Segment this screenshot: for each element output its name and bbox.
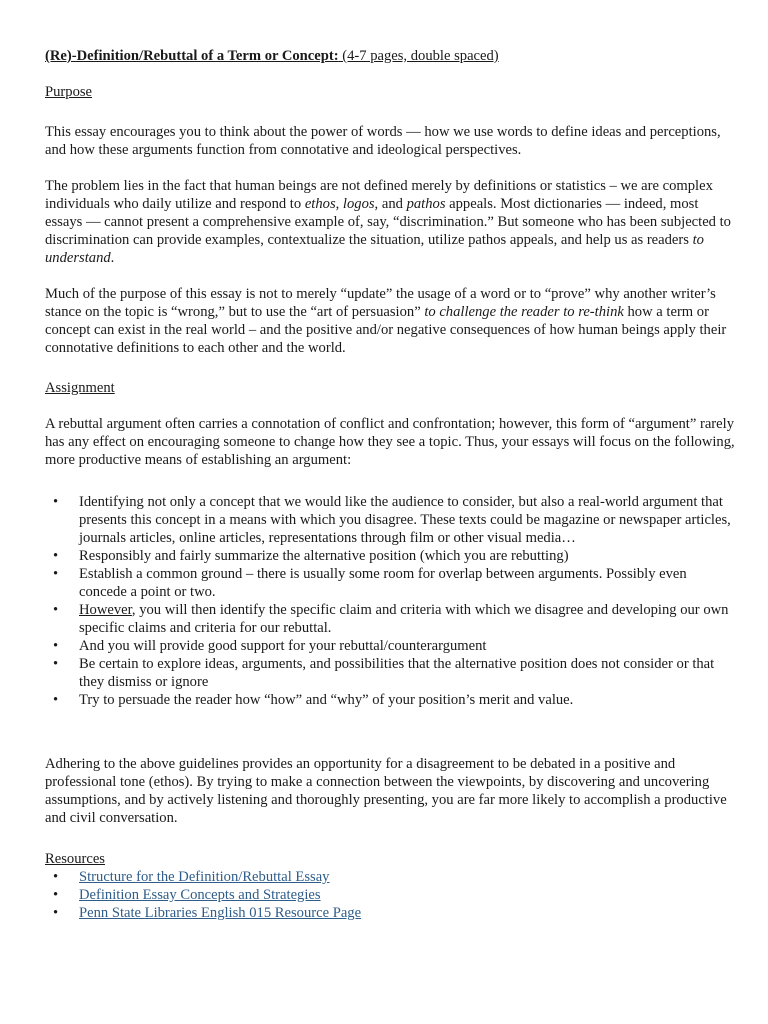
purpose-paragraph-3: [45, 285, 735, 357]
p2-text-a: The problem lies in the fact that human beings are not defined merely by definitions or statistics – we are complex individuals who daily utilize and respond to: [45, 178, 713, 212]
p3-text-a: Much of the purpose of this essay is not to merely “update” the usage of a word or to “prove” why another writer’s stance on the topic is “wrong,” but to use the “art of persuasion”: [45, 286, 716, 320]
assignment-heading: Assignment: [45, 380, 115, 396]
resource-link-concepts[interactable]: Definition Essay Concepts and Strategies: [79, 887, 321, 903]
pathos-term: pathos: [406, 196, 446, 212]
p3-italic: to challenge the reader to re-think: [424, 304, 624, 320]
logos-term: logos: [342, 196, 375, 212]
however-word: However: [79, 602, 132, 618]
resource-item: [45, 868, 735, 886]
closing-paragraph: Adhering to the above guidelines provides an opportunity for a disagreement to be debated in a positive and professional tone (ethos). By trying to make a connection between the viewpoints, by discovering and uncovering assumptions, and by actively listening and thoroughly presenting, you are far more likely to accomplish a productive and civil conversation.: [45, 756, 727, 826]
resources-heading: Resources: [45, 851, 105, 867]
resource-item: [45, 886, 735, 904]
document-page: [45, 47, 735, 922]
list-item: [45, 601, 735, 637]
p2-sep-2: , and: [374, 196, 407, 212]
p2-end: .: [110, 250, 115, 266]
purpose-paragraph-1: This essay encourages you to think about the power of words — how we use words to define ideas and perceptions, and how these arguments function from connotative and ideological perspectives.: [45, 124, 721, 158]
title-bold: (Re)-Definition/Rebuttal of a Term or Concept:: [45, 48, 339, 64]
understand-term: to understand: [45, 232, 704, 266]
title-subtitle: (4-7 pages, double spaced): [338, 48, 499, 64]
list-item: • And you will provide good support for your rebuttal/counterargument: [45, 637, 735, 655]
list-item: • Establish a common ground – there is usually some room for overlap between arguments. Possibly even concede a point or two.: [45, 565, 735, 601]
resources-list: [45, 868, 735, 922]
purpose-paragraph-2: [45, 177, 735, 267]
ethos-term: ethos: [304, 196, 336, 212]
list-item: • Responsibly and fairly summarize the alternative position (which you are rebutting): [45, 547, 735, 565]
resource-item: [45, 904, 735, 922]
p2-sep-1: ,: [335, 196, 343, 212]
document-title: [45, 47, 735, 65]
p3-text-b: how a term or concept can exist in the real world – and the positive and/or negative consequences of how human beings apply their connotative definitions to each other and the world.: [45, 304, 727, 356]
p2-text-b: appeals. Most dictionaries — indeed, most essays — cannot present a comprehensive example of, say, “discrimination.” But someone who has been subjected to discrimination can provide examples, contextualize the situation, utilize pathos appeals, and help us as readers: [45, 196, 731, 248]
list-item: • Identifying not only a concept that we would like the audience to consider, but also a real-world argument that presents this concept in a means with which you disagree. These texts could be magazine or newspaper articles, journals articles, online articles, representations through film or other visual media…: [45, 493, 735, 547]
list-item: • Try to persuade the reader how “how” and “why” of your position’s merit and value.: [45, 691, 735, 709]
assignment-intro: A rebuttal argument often carries a connotation of conflict and confrontation; however, this form of “argument” rarely has any effect on encouraging someone to change how they see a topic. Thus, your essays will focus on the following, more productive means of establishing an argument:: [45, 416, 735, 468]
list-item: • Be certain to explore ideas, arguments, and possibilities that the alternative position does not consider or that they dismiss or ignore: [45, 655, 735, 691]
resource-link-penn-state[interactable]: Penn State Libraries English 015 Resource Page: [79, 905, 362, 921]
resource-link-structure[interactable]: Structure for the Definition/Rebuttal Essay: [79, 869, 330, 885]
purpose-heading: Purpose: [45, 84, 93, 100]
however-rest: , you will then identify the specific claim and criteria with which we disagree and developing our own specific claims and criteria for our rebuttal.: [79, 602, 729, 636]
assignment-bullet-list: [45, 493, 735, 709]
